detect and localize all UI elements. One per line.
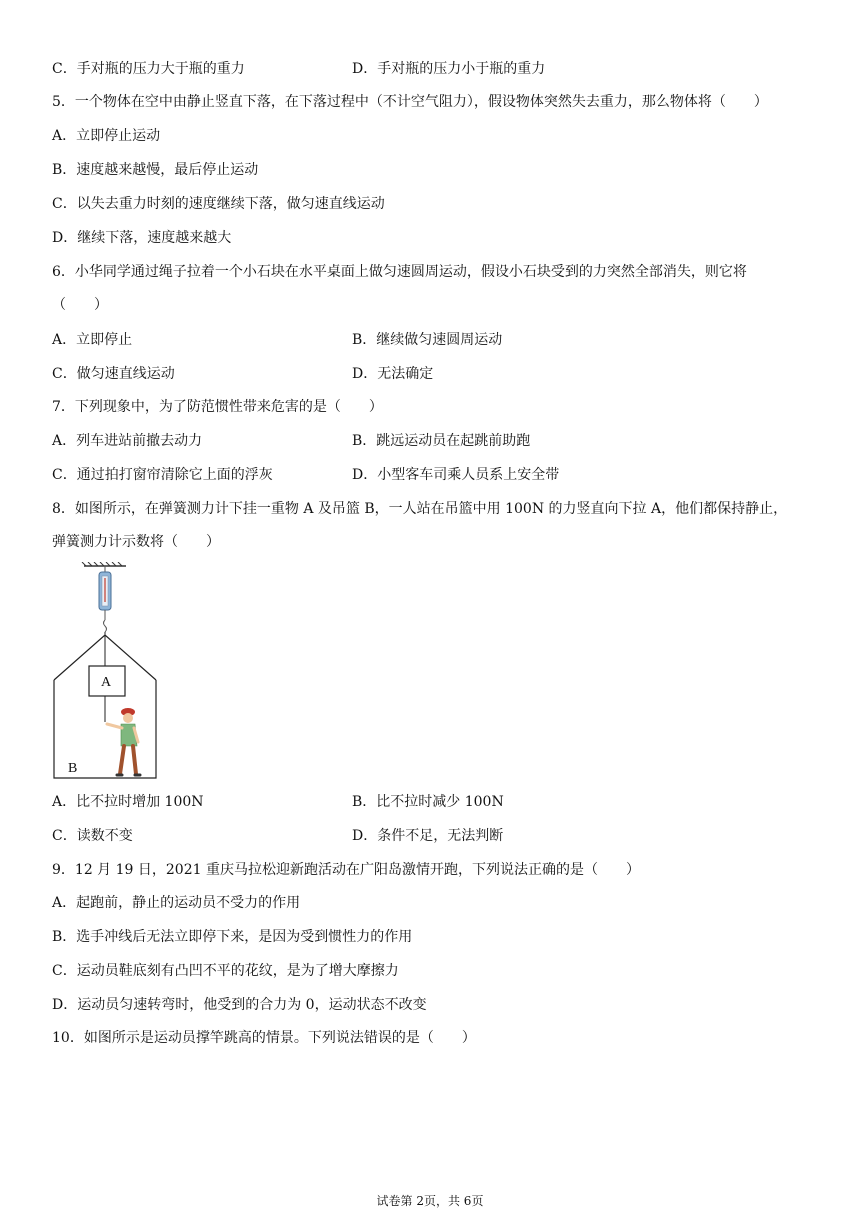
q7-option-d: D．小型客车司乘人员系上安全带 bbox=[352, 467, 560, 483]
q9-stem: 9．12 月 19 日，2021 重庆马拉松迎新跑活动在广阳岛激情开跑，下列说法正确的是（ ） bbox=[52, 862, 640, 878]
spring-scale bbox=[99, 566, 111, 632]
q9-option-a: A．起跑前，静止的运动员不受力的作用 bbox=[52, 895, 301, 911]
q6-option-d: D．无法确定 bbox=[352, 366, 434, 382]
q8-option-d: D．条件不足，无法判断 bbox=[352, 828, 504, 844]
q5-option-a: A．立即停止运动 bbox=[52, 128, 161, 144]
q9-option-d: D．运动员匀速转弯时，他受到的合力为 0，运动状态不改变 bbox=[52, 997, 427, 1013]
q9-option-c: C．运动员鞋底刻有凸凹不平的花纹，是为了增大摩擦力 bbox=[52, 963, 399, 979]
q5-option-d: D．继续下落，速度越来越大 bbox=[52, 230, 232, 246]
q5-stem: 5．一个物体在空中由静止竖直下落，在下落过程中（不计空气阻力），假设物体突然失去重力，那么物体将（ ） bbox=[52, 94, 768, 110]
q10-stem: 10．如图所示是运动员撑竿跳高的情景。下列说法错误的是（ ） bbox=[52, 1030, 476, 1046]
weight-a bbox=[89, 666, 125, 722]
label-a: A bbox=[101, 675, 112, 690]
q5-option-b: B．速度越来越慢，最后停止运动 bbox=[52, 162, 259, 178]
q5-option-c: C．以失去重力时刻的速度继续下落，做匀速直线运动 bbox=[52, 196, 385, 212]
q6-stem-bracket: （ ） bbox=[52, 297, 108, 313]
q6-option-a: A．立即停止 bbox=[52, 332, 133, 348]
q6-option-c: C．做匀速直线运动 bbox=[52, 366, 175, 382]
page-footer: 试卷第 2页，共 6页 bbox=[376, 1194, 484, 1208]
ceiling-hatch bbox=[82, 562, 126, 566]
label-b: B bbox=[68, 761, 78, 776]
q9-option-b: B．选手冲线后无法立即停下来，是因为受到惯性力的作用 bbox=[52, 929, 413, 945]
q6-option-b: B．继续做匀速圆周运动 bbox=[352, 332, 503, 348]
q8-option-a: A．比不拉时增加 100N bbox=[52, 794, 204, 810]
q6-stem: 6．小华同学通过绳子拉着一个小石块在水平桌面上做匀速圆周运动，假设小石块受到的力突然全部消失，则它将 bbox=[52, 264, 747, 280]
q8-stem-cont: 弹簧测力计示数将（ ） bbox=[52, 534, 220, 550]
spring-scale-basket-figure bbox=[52, 562, 172, 782]
q8-option-b: B．比不拉时减少 100N bbox=[352, 794, 504, 810]
q7-stem: 7．下列现象中，为了防范惯性带来危害的是（ ） bbox=[52, 399, 383, 415]
q8-stem: 8．如图所示，在弹簧测力计下挂一重物 A 及吊篮 B，一人站在吊篮中用 100N 的力竖直向下拉 A，他们都保持静止， bbox=[52, 501, 788, 517]
person-pulling bbox=[107, 708, 140, 775]
q7-option-b: B．跳远运动员在起跳前助跑 bbox=[352, 433, 531, 449]
q4-option-c: C．手对瓶的压力大于瓶的重力 bbox=[52, 61, 245, 77]
q8-option-c: C．读数不变 bbox=[52, 828, 133, 844]
q7-option-c: C．通过拍打窗帘清除它上面的浮灰 bbox=[52, 467, 273, 483]
q7-option-a: A．列车进站前撤去动力 bbox=[52, 433, 203, 449]
q4-option-d: D．手对瓶的压力小于瓶的重力 bbox=[352, 61, 546, 77]
